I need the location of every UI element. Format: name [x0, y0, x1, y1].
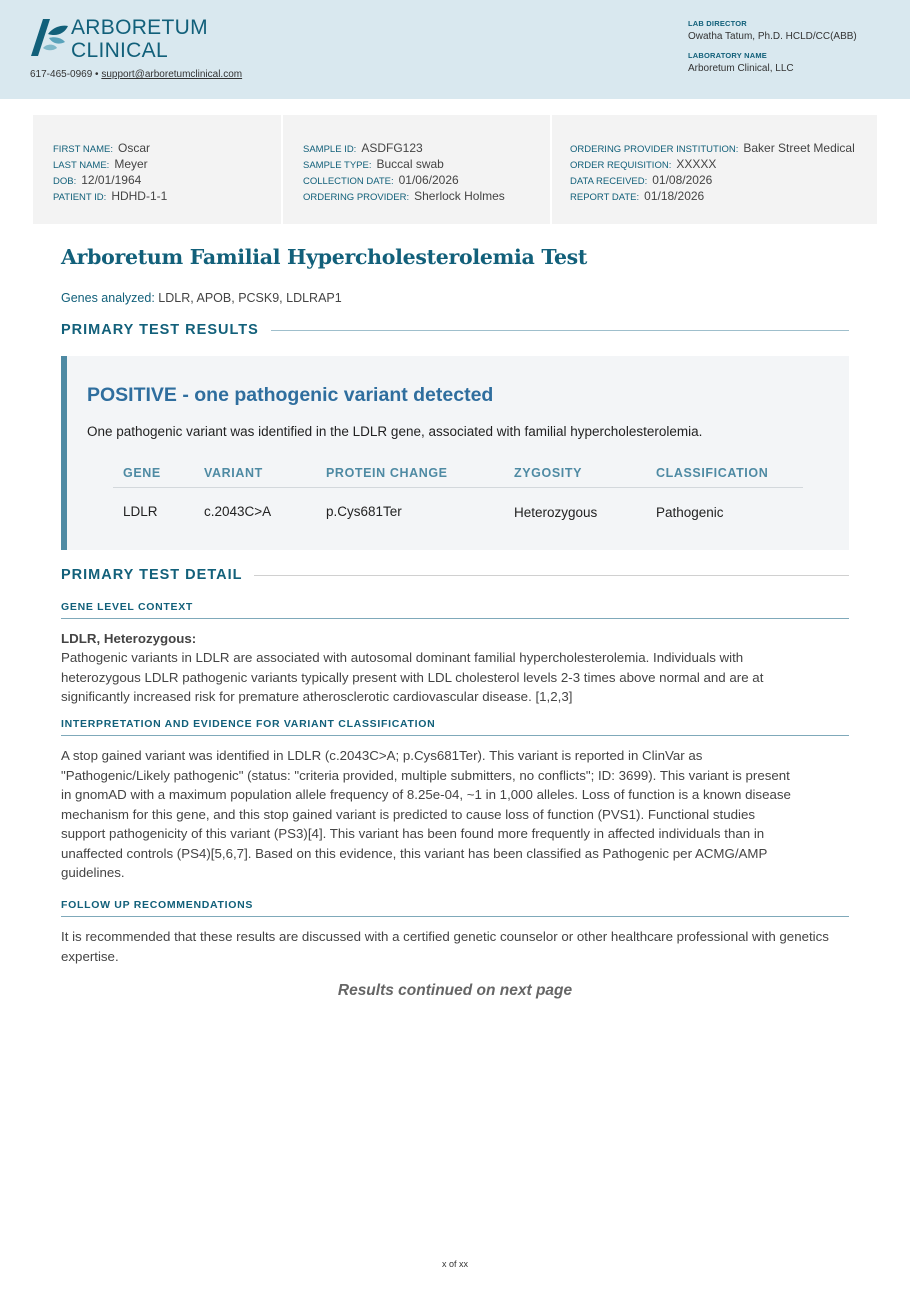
- report-title: Arboretum Familial Hypercholesterolemia Test: [61, 245, 588, 269]
- last-name-label: LAST NAME:: [53, 160, 110, 171]
- order-info-card: [552, 115, 877, 224]
- cell-classification: Pathogenic: [656, 505, 724, 520]
- gene-context-heading: GENE LEVEL CONTEXT: [61, 601, 849, 619]
- first-name-value: Oscar: [118, 141, 151, 155]
- cell-zygosity: Heterozygous: [514, 505, 598, 520]
- sample-id-label: SAMPLE ID:: [303, 144, 357, 155]
- sample-id-value: ASDFG123: [361, 141, 423, 155]
- patient-id-value: HDHD-1-1: [111, 189, 168, 203]
- data-received-value: 01/08/2026: [652, 173, 713, 187]
- report-date-label: REPORT DATE:: [570, 192, 640, 203]
- heading-divider: [254, 575, 849, 576]
- lab-director-block: [688, 19, 857, 74]
- dob-value: 12/01/1964: [81, 173, 142, 187]
- report-date-row: [570, 189, 855, 205]
- requisition-value: XXXXX: [676, 157, 717, 171]
- lab-name-value: Arboretum Clinical, LLC: [688, 63, 794, 74]
- interpretation-heading: INTERPRETATION AND EVIDENCE FOR VARIANT CLASSIFICATION: [61, 718, 849, 736]
- follow-up-text: It is recommended that these results are discussed with a certified genetic counselor or other healthcare professional with genetics expertise.: [61, 929, 829, 964]
- brand-name-line1: ARBORETUM: [71, 16, 208, 39]
- phone-number: 617-465-0969: [30, 69, 93, 80]
- result-summary-box: [61, 356, 849, 550]
- heading-divider: [271, 330, 849, 331]
- col-gene: GENE: [123, 466, 161, 480]
- institution-label: ORDERING PROVIDER INSTITUTION:: [570, 144, 739, 155]
- support-email-link[interactable]: support@arboretumclinical.com: [101, 69, 243, 80]
- logo: [29, 16, 208, 62]
- result-status: POSITIVE - one pathogenic variant detected: [87, 384, 494, 406]
- contact-separator: •: [92, 69, 102, 80]
- patient-id-row: [53, 189, 167, 205]
- primary-detail-heading: [61, 567, 849, 583]
- lab-director-value: Owatha Tatum, Ph.D. HCLD/CC(ABB): [688, 31, 857, 42]
- ordering-provider-label: ORDERING PROVIDER:: [303, 192, 410, 203]
- collection-date-label: COLLECTION DATE:: [303, 176, 394, 187]
- ordering-provider-value: Sherlock Holmes: [414, 189, 505, 203]
- cell-variant: c.2043C>A: [204, 504, 272, 519]
- lab-director-label: LAB DIRECTOR: [688, 19, 747, 28]
- patient-id-label: PATIENT ID:: [53, 192, 107, 203]
- first-name-row: [53, 141, 167, 157]
- follow-up-heading: FOLLOW UP RECOMMENDATIONS: [61, 899, 849, 917]
- sample-info-card: [283, 115, 550, 224]
- col-variant: VARIANT: [204, 466, 263, 480]
- cell-gene: LDLR: [123, 504, 158, 519]
- requisition-row: [570, 157, 855, 173]
- requisition-label: ORDER REQUISITION:: [570, 160, 672, 171]
- ordering-provider-row: [303, 189, 505, 205]
- last-name-row: [53, 157, 167, 173]
- result-description: One pathogenic variant was identified in the LDLR gene, associated with familial hypercholesterolemia.: [87, 424, 703, 439]
- data-received-label: DATA RECEIVED:: [570, 176, 648, 187]
- continued-notice: Results continued on next page: [337, 982, 573, 999]
- primary-detail-heading-text: PRIMARY TEST DETAIL: [61, 567, 243, 583]
- institution-row: [570, 141, 855, 157]
- institution-value: Baker Street Medical: [743, 141, 855, 155]
- first-name-label: FIRST NAME:: [53, 144, 113, 155]
- brand-name-line2: CLINICAL: [71, 39, 168, 62]
- gene-context-text: Pathogenic variants in LDLR are associated with autosomal dominant familial hypercholesterolemia. Individuals with heterozygous LDLR pathogenic variants typically present with LDL cholesterol levels 2-3 times above normal and are at significantly increased risk for premature atherosclerotic cardiovascular disease. [1,2,3]: [61, 650, 764, 704]
- genes-analyzed-value: LDLR, APOB, PCSK9, LDLRAP1: [158, 291, 342, 305]
- genes-analyzed-label: Genes analyzed:: [61, 291, 155, 305]
- sample-type-label: SAMPLE TYPE:: [303, 160, 372, 171]
- sample-type-row: [303, 157, 505, 173]
- collection-date-row: [303, 173, 505, 189]
- col-protein-change: PROTEIN CHANGE: [326, 466, 448, 480]
- primary-results-heading-text: PRIMARY TEST RESULTS: [61, 322, 259, 338]
- table-row: [113, 504, 803, 524]
- report-header: [0, 0, 910, 99]
- variant-table-header: [113, 466, 803, 488]
- genes-analyzed: [61, 291, 342, 305]
- page-number: x of xx: [441, 1259, 468, 1269]
- interpretation-text: A stop gained variant was identified in LDLR (c.2043C>A; p.Cys681Ter). This variant is reported in ClinVar as "Pathogenic/Likely pathogenic" (status: "criteria provided, multiple submitters, no conflicts"; ID: 3699). This variant is present in gnomAD with a maximum population allele frequency of 8.25e-04, ~1 in 1,000 alleles. Loss of function is a known disease mechanism for this gene, and this stop gained variant is predicted to cause loss of function (PVS1). Functional studies support pathogenicity of this variant (PS3)[4]. This variant has been found more frequently in affected individuals than in unaffected controls (PS4)[5,6,7]. Based on this evidence, this variant has been classified as Pathogenic per ACMG/AMP guidelines.: [61, 748, 791, 880]
- leaf-logo-icon: [29, 16, 71, 58]
- col-classification: CLASSIFICATION: [656, 466, 769, 480]
- patient-info-card: [33, 115, 281, 224]
- primary-results-heading: [61, 322, 849, 338]
- report-date-value: 01/18/2026: [644, 189, 705, 203]
- cell-protein-change: p.Cys681Ter: [326, 504, 402, 519]
- last-name-value: Meyer: [114, 157, 148, 171]
- dob-label: DOB:: [53, 176, 77, 187]
- sample-type-value: Buccal swab: [376, 157, 444, 171]
- gene-context-lead: LDLR, Heterozygous:: [61, 631, 197, 646]
- sample-id-row: [303, 141, 505, 157]
- contact-info: [30, 69, 242, 80]
- col-zygosity: ZYGOSITY: [514, 466, 583, 480]
- data-received-row: [570, 173, 855, 189]
- dob-row: [53, 173, 167, 189]
- lab-name-label: LABORATORY NAME: [688, 51, 767, 60]
- collection-date-value: 01/06/2026: [398, 173, 459, 187]
